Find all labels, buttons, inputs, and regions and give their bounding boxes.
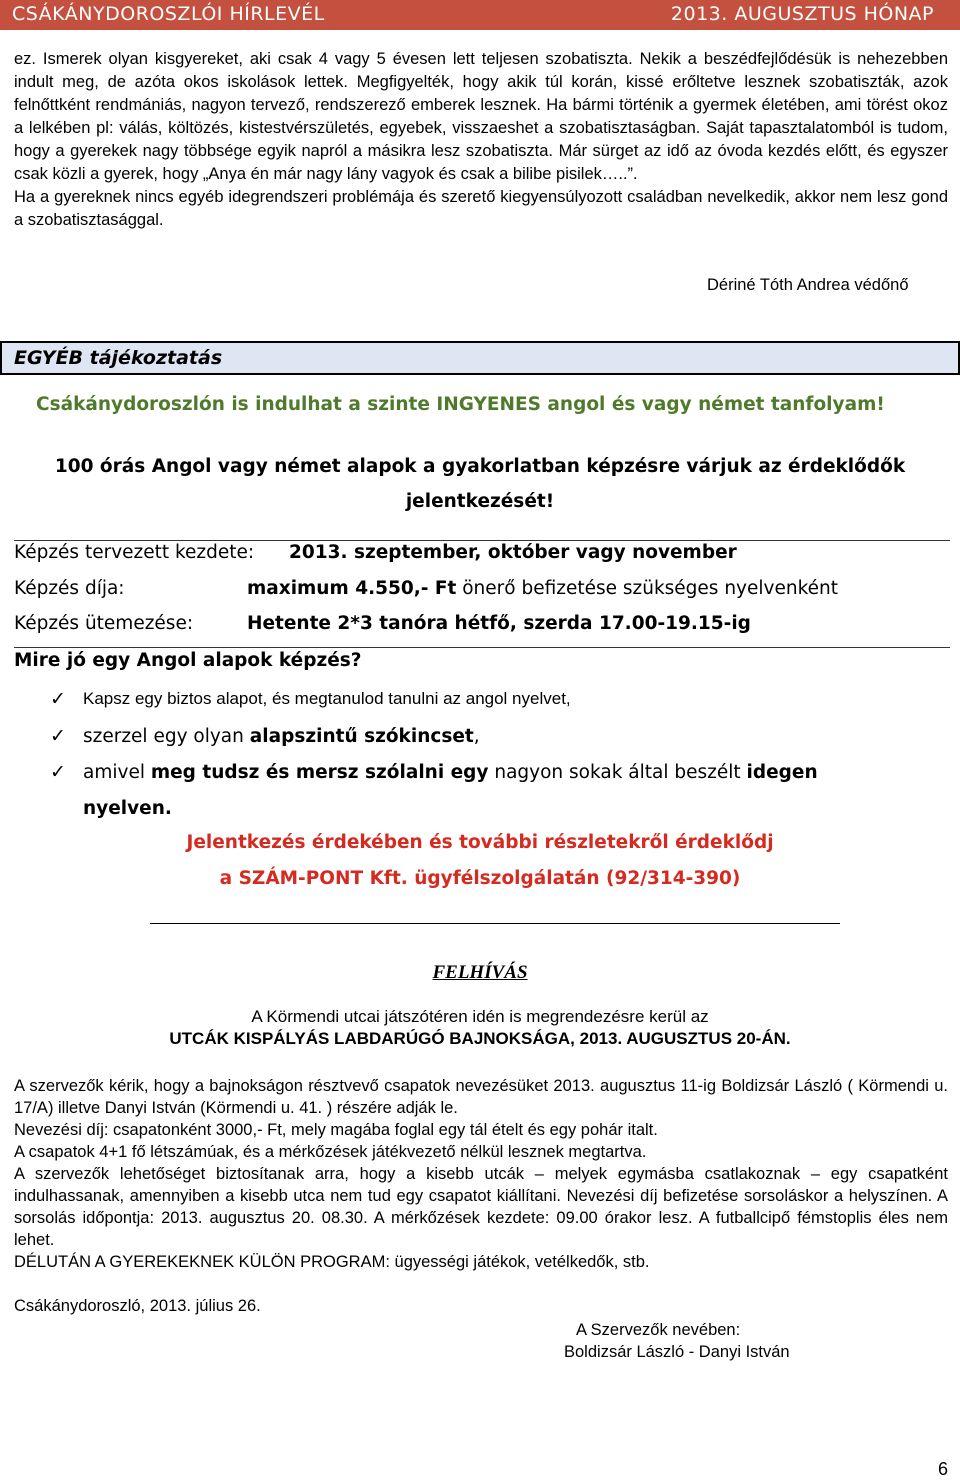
schedule-value: Hetente 2*3 tanóra hétfő, szerda 17.00-19.15-ig xyxy=(247,613,751,634)
notice-event: UTCÁK KISPÁLYÁS LABDARÚGÓ BAJNOKSÁGA, 2013. AUGUSZTUS 20-ÁN. xyxy=(169,1029,791,1048)
checkmark-icon: ✓ xyxy=(50,725,66,747)
fee-note: önerő befizetése szükséges nyelvenként xyxy=(456,578,838,599)
intro-paragraph-2: Ha a gyereknek nincs egyéb idegrendszeri problémája és szerető kiegyensúlyozott családban nevelkedik, akkor nem lesz gond a szobatisztasággal. xyxy=(14,188,948,229)
start-label: Képzés tervezett kezdete: xyxy=(14,542,255,563)
benefit-2 xyxy=(83,726,480,747)
section-banner xyxy=(0,341,960,375)
page-number: 6 xyxy=(938,1459,949,1479)
divider xyxy=(14,647,950,648)
benefit-2-text: szerzel egy olyan xyxy=(83,726,250,747)
notice-title: FELHÍVÁS xyxy=(432,962,528,983)
benefit-3-continued: nyelven. xyxy=(83,798,172,819)
start-value: 2013. szeptember, október vagy november xyxy=(289,542,737,563)
benefit-3-emphasis-2: idegen xyxy=(746,762,818,783)
notice-date: Csákánydoroszló, 2013. július 26. xyxy=(14,1297,261,1315)
intro-paragraph-1: ez. Ismerek olyan kisgyereket, aki csak 4 vagy 5 évesen lett teljesen szobatiszta. Nekik a beszédfejlődésük is nehezebben indult meg, de azóta okos iskolások lettek. Megfigyelték, hogy akik túl korán, kissé erőltetve lesznek szobatiszták, azok felnőttként rendmániás, nagyon tervező, rendszerező emberek lesznek. Ha bármi történik a gyermek életében, ami törést okoz a lelkében pl: válás, költözés, kistestvérszületés, egyebek, visszaeshet a szobatisztaságban. Saját tapasztalatomból is tudom, hogy a gyerekek nagy többsége egyik napról a másikra lesz szobatiszta. Már sürget az idő az óvoda kezdés előtt, és egyszer csak közli a gyerek, hogy „Anya én már nagy lány vagyok és csak a bilibe pisilek…..”. xyxy=(14,50,948,183)
benefit-3-emphasis: meg tudsz és mersz szólalni egy xyxy=(150,762,489,783)
course-announcement: Csákánydoroszlón is indulhat a szinte INGYENES angol és vagy német tanfolyam! xyxy=(36,394,885,415)
notice-intro: A Körmendi utcai játszótéren idén is megrendezésre kerül az xyxy=(251,1007,709,1026)
course-headline xyxy=(0,449,960,519)
notice-paragraph-4: A szervezők lehetőséget biztosítanak arra, hogy a kisebb utcák – melyek egymásba csatlakoznak – egy csapatként indulhassanak, amennyiben a kisebb utca nem tud egy csapatot kiállítani. Nevezési díj befizetése sorsoláskor a helyszínen. A sorsolás időpontja: 2013. augusztus 20. 08.30. A mérkőzések kezdete: 09.00 órakor lesz. A futballcipő fémstoplis éles nem lehet. xyxy=(14,1165,948,1249)
notice-paragraph-2: Nevezési díj: csapatonként 3000,- Ft, mely magába foglal egy tál ételt és egy pohár italt. xyxy=(14,1121,658,1139)
divider xyxy=(14,540,950,541)
notice-body xyxy=(14,1075,948,1273)
newsletter-title: CSÁKÁNYDOROSZLÓI HÍRLEVÉL xyxy=(12,3,325,25)
course-headline-line-1: 100 órás Angol vagy német alapok a gyakorlatban képzésre várjuk az érdeklődők xyxy=(54,456,906,477)
contact-line-2: a SZÁM-PONT Kft. ügyfélszolgálatán (92/314-390) xyxy=(219,868,741,889)
organizers-label: A Szervezők nevében: xyxy=(576,1321,741,1339)
organizers-names: Boldizsár László - Danyi István xyxy=(564,1343,790,1361)
intro-signature: Dériné Tóth Andrea védőnő xyxy=(707,276,909,294)
benefit-3 xyxy=(83,762,818,783)
benefit-2-end: , xyxy=(473,726,480,747)
notice-paragraph-1: A szervezők kérik, hogy a bajnokságon résztvevő csapatok nevezésüket 2013. augusztus 11-ig Boldizsár László ( Körmendi u. 17/A) illetve Danyi István (Körmendi u. 41. ) részére adják le. xyxy=(14,1077,948,1117)
contact-line-1: Jelentkezés érdekében és további részletekről érdeklődj xyxy=(186,832,774,853)
intro-article xyxy=(14,48,948,232)
course-headline-line-2: jelentkezését! xyxy=(405,491,555,512)
fee-value xyxy=(247,578,838,599)
notice-paragraph-5: DÉLUTÁN A GYEREKEKNEK KÜLÖN PROGRAM: ügyességi játékok, vetélkedők, stb. xyxy=(14,1253,650,1271)
benefit-1: Kapsz egy biztos alapot, és megtanulod tanulni az angol nyelvet, xyxy=(83,689,571,708)
newsletter-header xyxy=(0,0,960,30)
notice-paragraph-3: A csapatok 4+1 fő létszámúak, és a mérkőzések játékvezető nélkül lesznek megtartva. xyxy=(14,1143,647,1161)
checkmark-icon: ✓ xyxy=(50,688,66,710)
fee-amount: maximum 4.550,- Ft xyxy=(247,578,457,599)
schedule-label: Képzés ütemezése: xyxy=(14,613,194,634)
benefits-question: Mire jó egy Angol alapok képzés? xyxy=(14,650,362,671)
section-title: EGYÉB tájékoztatás xyxy=(14,347,223,369)
fee-label: Képzés díja: xyxy=(14,578,125,599)
issue-month: 2013. AUGUSZTUS HÓNAP xyxy=(670,3,934,25)
checkmark-icon: ✓ xyxy=(50,761,66,783)
benefit-2-emphasis: alapszintű szókincset xyxy=(249,726,474,747)
separator-line xyxy=(150,923,840,924)
benefit-3-text: amivel xyxy=(83,762,151,783)
benefit-3-text-2: nagyon sokak által beszélt xyxy=(488,762,747,783)
